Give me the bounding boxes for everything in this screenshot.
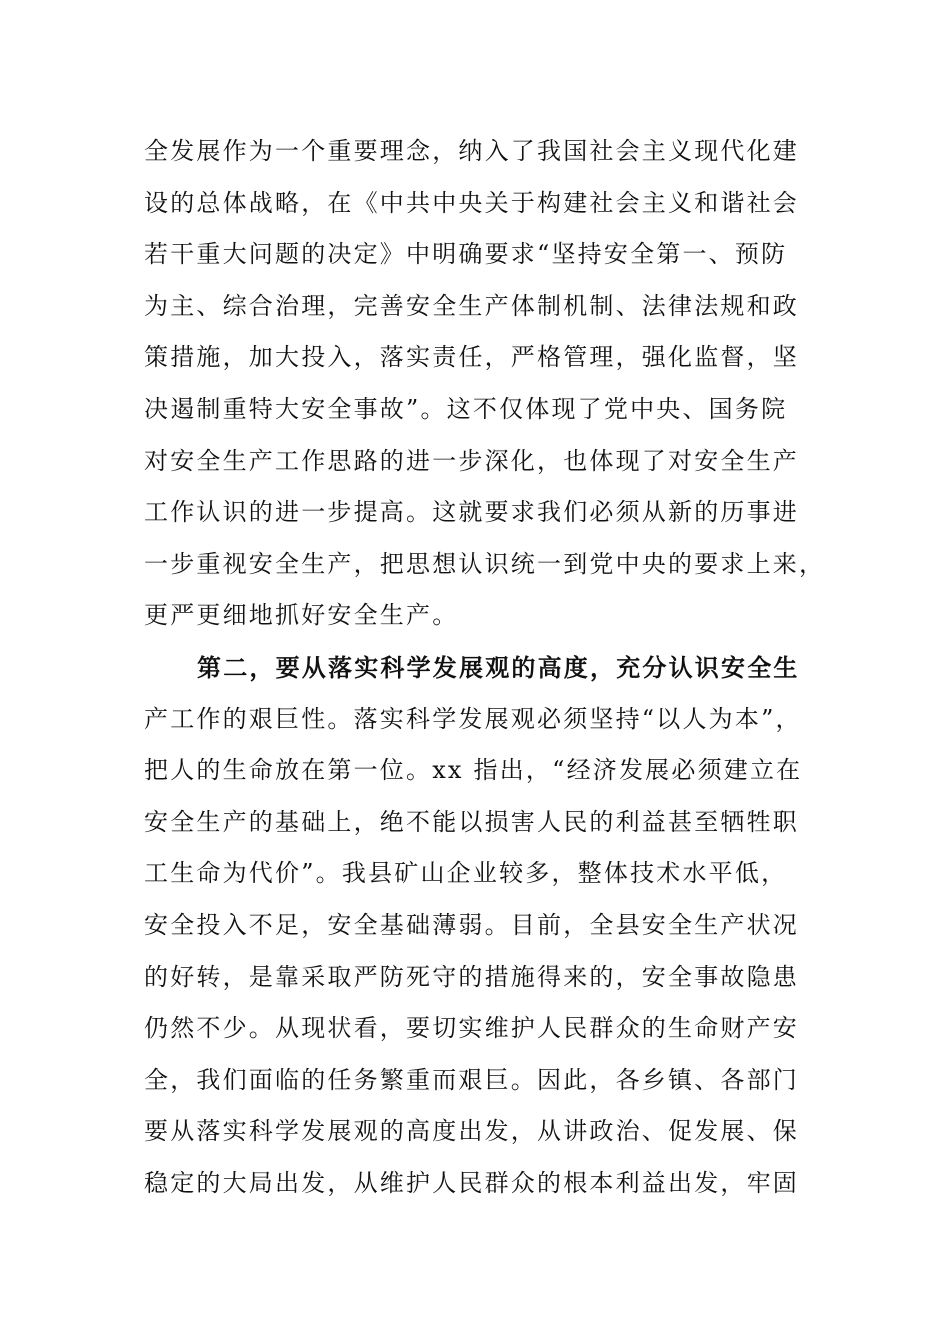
text-line: 决遏制重特大安全事故”。这不仅体现了党中央、国务院 [144,394,788,423]
text-line: 第二，要从落实科学发展观的高度，充分认识安全生 [197,652,800,682]
text-line: 把人的生命放在第一位。xx 指出，“经济发展必须建立在 [144,756,803,785]
text-line: 的好转，是靠采取严防死守的措施得来的，安全事故隐患 [144,962,799,991]
text-line: 稳定的大局出发，从维护人民群众的根本利益出发，牢固 [144,1168,799,1197]
text-line: 安全投入不足，安全基础薄弱。目前，全县安全生产状况 [144,910,799,939]
text-line: 更严更细地抓好安全生产。 [144,601,459,630]
text-line: 设的总体战略，在《中共中央关于构建社会主义和谐社会 [144,188,799,217]
text-line: 一步重视安全生产，把思想认识统一到党中央的要求上来， [144,549,826,578]
text-line: 若干重大问题的决定》中明确要求“坚持安全第一、预防 [144,240,788,269]
text-line: 工作认识的进一步提高。这就要求我们必须从新的历事进 [144,498,799,527]
text-line: 全发展作为一个重要理念，纳入了我国社会主义现代化建 [144,137,799,165]
text-line: 全，我们面临的任务繁重而艰巨。因此，各乡镇、各部门 [144,1065,799,1094]
text-line: 产工作的艰巨性。落实科学发展观必须坚持“以人为本”， [144,704,802,733]
text-line: 对安全生产工作思路的进一步深化，也体现了对安全生产 [144,446,799,475]
text-line: 工生命为代价”。我县矿山企业较多，整体技术水平低， [144,859,788,888]
body-text [144,126,826,1209]
text-line: 仍然不少。从现状看，要切实维护人民群众的生命财产安 [144,1014,799,1043]
text-line: 要从落实科学发展观的高度出发，从讲政治、促发展、保 [144,1117,799,1146]
text-line: 策措施，加大投入，落实责任，严格管理，强化监督，坚 [144,343,799,372]
text-line: 安全生产的基础上，绝不能以损害人民的利益甚至牺牲职 [144,807,799,836]
text-line: 为主、综合治理，完善安全生产体制机制、法律法规和政 [144,291,799,320]
